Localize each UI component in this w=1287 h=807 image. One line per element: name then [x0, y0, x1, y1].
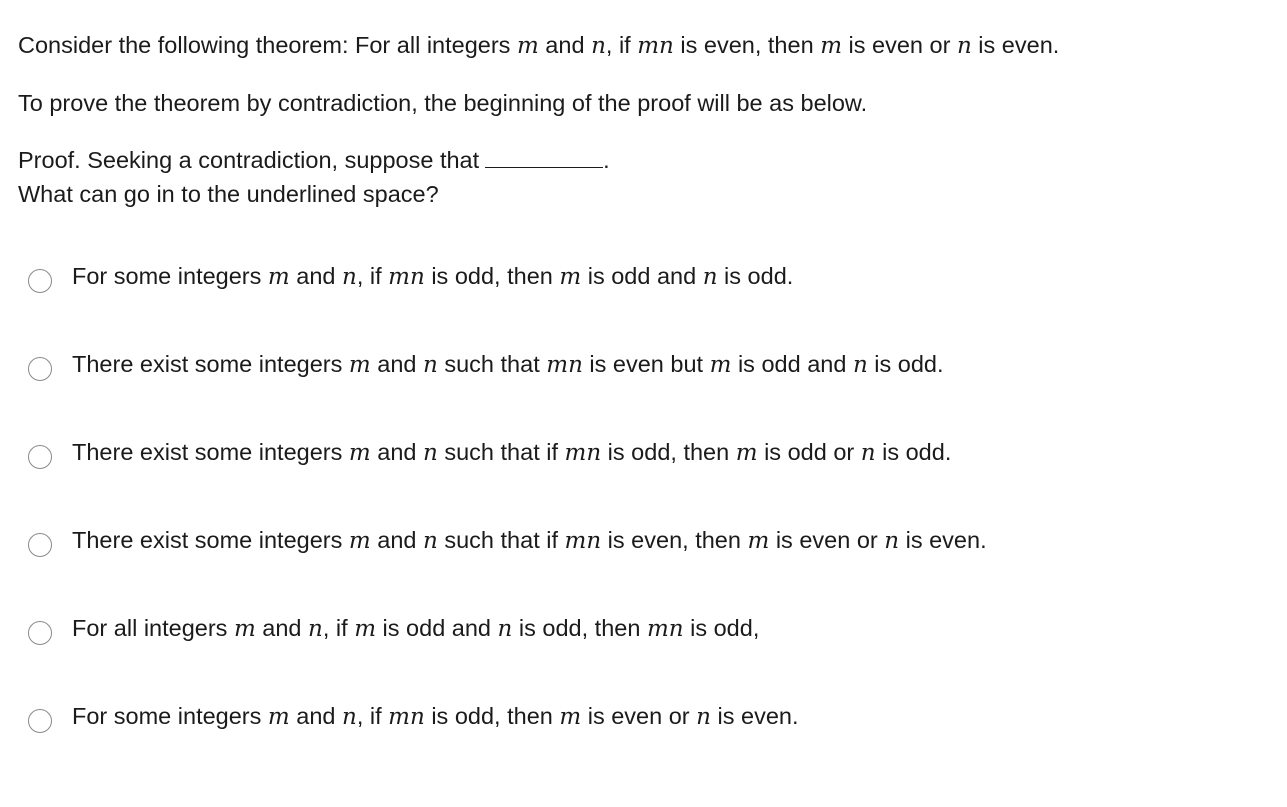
- math-variable: mn: [646, 616, 684, 642]
- math-variable: m: [354, 616, 377, 642]
- math-variable: m: [747, 528, 770, 554]
- math-variable: m: [559, 264, 582, 290]
- answer-option-2[interactable]: [28, 346, 1258, 434]
- text-segment: is odd, then: [424, 263, 560, 289]
- math-variable: m: [709, 352, 732, 378]
- math-variable: n: [591, 33, 606, 59]
- option-label-6[interactable]: [72, 698, 799, 735]
- text-segment: is even.: [710, 703, 799, 729]
- radio-button-6[interactable]: [28, 709, 52, 733]
- text-segment: is odd and: [376, 615, 498, 641]
- option-label-2[interactable]: [72, 346, 944, 383]
- text-segment: and: [255, 615, 309, 641]
- math-variable: n: [308, 616, 323, 642]
- text-segment: and: [289, 703, 342, 729]
- text-segment: Consider the following theorem: For all integers: [18, 32, 517, 58]
- text-segment: , if: [605, 32, 638, 58]
- math-variable: n: [342, 704, 357, 730]
- math-variable: m: [348, 352, 371, 378]
- math-variable: n: [423, 440, 438, 466]
- math-variable: m: [735, 440, 758, 466]
- text-segment: is even, then: [673, 32, 821, 58]
- math-variable: n: [860, 440, 876, 466]
- text-segment: , if: [356, 263, 389, 289]
- math-variable: mn: [546, 352, 583, 378]
- math-variable: mn: [564, 528, 602, 554]
- text-segment: and: [370, 527, 423, 553]
- text-segment: is odd,: [683, 615, 760, 641]
- answer-options: [28, 258, 1258, 786]
- math-variable: m: [267, 264, 290, 290]
- text-segment: is even.: [971, 32, 1060, 58]
- math-variable: m: [348, 528, 371, 554]
- radio-button-1[interactable]: [28, 269, 52, 293]
- question-prompt: What can go in to the underlined space?: [18, 181, 439, 207]
- proof-end-text: .: [603, 147, 610, 173]
- answer-option-6[interactable]: [28, 698, 1258, 786]
- math-variable: n: [852, 352, 868, 378]
- math-variable: m: [348, 440, 371, 466]
- option-label-4[interactable]: [72, 522, 987, 559]
- option-label-5[interactable]: [72, 610, 759, 647]
- text-segment: is even or: [842, 32, 957, 58]
- math-variable: m: [516, 33, 539, 59]
- instruction-text: To prove the theorem by contradiction, the beginning of the proof will be as below.: [18, 90, 868, 116]
- proof-block: [18, 143, 1268, 211]
- answer-option-5[interactable]: [28, 610, 1258, 698]
- underlined-blank: [485, 147, 603, 168]
- math-variable: n: [423, 528, 438, 554]
- math-variable: n: [884, 528, 900, 554]
- answer-option-1[interactable]: [28, 258, 1258, 346]
- math-variable: mn: [564, 440, 602, 466]
- text-segment: and: [370, 351, 423, 377]
- text-segment: For some integers: [72, 263, 268, 289]
- text-segment: There exist some integers: [72, 351, 349, 377]
- text-segment: , if: [356, 703, 389, 729]
- option-label-3[interactable]: [72, 434, 951, 471]
- text-segment: and: [370, 439, 423, 465]
- math-variable: n: [342, 264, 357, 290]
- text-segment: is even or: [581, 703, 697, 729]
- math-variable: n: [702, 264, 718, 290]
- text-segment: such that if: [437, 439, 565, 465]
- text-segment: For some integers: [72, 703, 268, 729]
- math-variable: mn: [388, 264, 425, 290]
- math-variable: n: [423, 352, 438, 378]
- math-variable: m: [820, 33, 842, 59]
- math-variable: mn: [637, 33, 674, 59]
- text-segment: and: [289, 263, 342, 289]
- math-variable: n: [696, 704, 711, 730]
- text-segment: For all integers: [72, 615, 234, 641]
- math-variable: m: [233, 616, 256, 642]
- question-stem: [18, 28, 1268, 211]
- theorem-statement: [18, 28, 1268, 63]
- text-segment: is odd, then: [512, 615, 647, 641]
- answer-option-4[interactable]: [28, 522, 1258, 610]
- radio-button-3[interactable]: [28, 445, 52, 469]
- proof-start-text: Proof. Seeking a contradiction, suppose that: [18, 147, 480, 173]
- math-variable: m: [559, 704, 582, 730]
- text-segment: is even, then: [601, 527, 748, 553]
- text-segment: such that if: [437, 527, 565, 553]
- text-segment: is odd, then: [424, 703, 560, 729]
- radio-button-2[interactable]: [28, 357, 52, 381]
- text-segment: is odd.: [875, 439, 952, 465]
- option-label-1[interactable]: [72, 258, 793, 295]
- text-segment: is odd.: [867, 351, 944, 377]
- radio-button-4[interactable]: [28, 533, 52, 557]
- text-segment: There exist some integers: [72, 527, 349, 553]
- proof-line: [18, 143, 1268, 177]
- text-segment: and: [538, 32, 592, 58]
- text-segment: , if: [322, 615, 355, 641]
- text-segment: is even or: [769, 527, 885, 553]
- text-segment: is even.: [899, 527, 987, 553]
- text-segment: such that: [437, 351, 547, 377]
- text-segment: is odd.: [717, 263, 794, 289]
- math-variable: n: [956, 33, 972, 59]
- text-segment: is even but: [582, 351, 710, 377]
- text-segment: is odd or: [757, 439, 861, 465]
- text-segment: There exist some integers: [72, 439, 349, 465]
- math-variable: m: [267, 704, 290, 730]
- text-segment: is odd and: [731, 351, 853, 377]
- math-variable: mn: [388, 704, 425, 730]
- text-segment: is odd and: [581, 263, 703, 289]
- text-segment: is odd, then: [601, 439, 736, 465]
- answer-option-3[interactable]: [28, 434, 1258, 522]
- radio-button-5[interactable]: [28, 621, 52, 645]
- math-variable: n: [497, 616, 513, 642]
